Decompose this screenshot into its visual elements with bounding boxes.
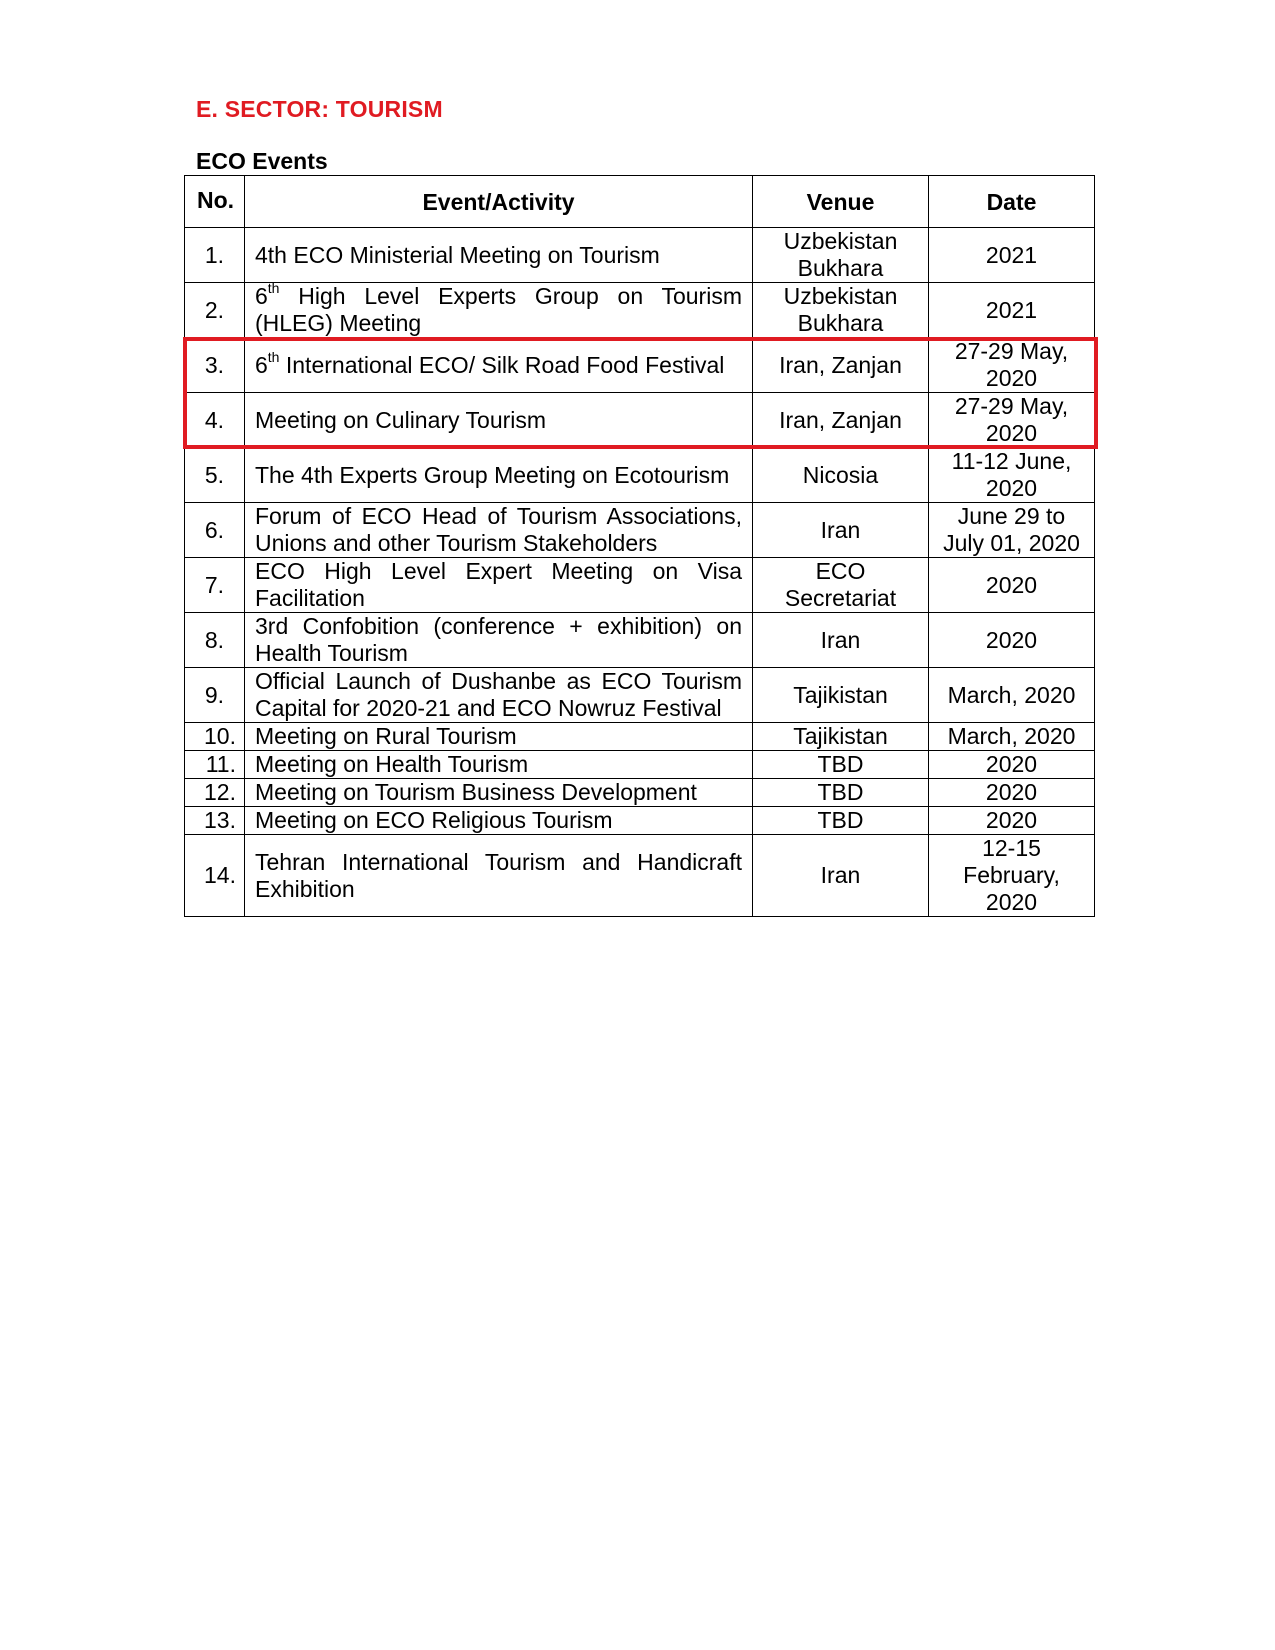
event-cell bbox=[245, 228, 753, 283]
date-line: 2020 bbox=[985, 571, 1038, 598]
event-text: Meeting on Culinary Tourism bbox=[255, 406, 547, 433]
venue-line: Nicosia bbox=[802, 461, 879, 488]
event-superscript: th bbox=[267, 348, 280, 365]
row-number: 1. bbox=[185, 228, 245, 283]
highlight-box bbox=[183, 337, 1098, 449]
event-cell bbox=[245, 448, 753, 503]
date-line: February, bbox=[963, 862, 1060, 888]
row-number: 4. bbox=[185, 393, 245, 448]
venue-cell bbox=[753, 779, 929, 807]
venue-line: Iran, Zanjan bbox=[779, 406, 902, 433]
event-prefix: 6 bbox=[255, 283, 268, 309]
venue-cell bbox=[753, 807, 929, 835]
event-cell bbox=[245, 613, 753, 668]
date-line: 11-12 June, bbox=[951, 448, 1072, 474]
venue-cell bbox=[753, 613, 929, 668]
event-cell bbox=[245, 779, 753, 807]
venue-cell bbox=[753, 503, 929, 558]
venue-cell bbox=[753, 558, 929, 613]
date-cell bbox=[929, 751, 1095, 779]
event-text: Meeting on Rural Tourism bbox=[255, 723, 517, 749]
date-line: 27-29 May, bbox=[954, 338, 1069, 364]
date-cell bbox=[929, 723, 1095, 751]
table-row bbox=[185, 835, 1095, 917]
event-text: High Level Experts Group on Tourism (HLEG) Meeting bbox=[255, 283, 742, 336]
event-cell bbox=[245, 723, 753, 751]
header-date: Date bbox=[929, 176, 1095, 228]
table-row bbox=[185, 283, 1095, 338]
table-row bbox=[185, 558, 1095, 613]
sector-title: E. SECTOR: TOURISM bbox=[196, 96, 443, 122]
row-number: 14. bbox=[185, 835, 245, 917]
date-line: 2020 bbox=[985, 420, 1038, 446]
venue-line: Iran, Zanjan bbox=[779, 351, 902, 378]
event-cell bbox=[245, 503, 753, 558]
date-line: March, 2020 bbox=[947, 681, 1076, 708]
venue-line: ECO bbox=[815, 558, 866, 584]
event-text: ECO High Level Expert Meeting on Visa Facilitation bbox=[255, 558, 742, 611]
table-header-row bbox=[185, 176, 1095, 228]
date-line: 2020 bbox=[985, 475, 1038, 501]
event-text: The 4th Experts Group Meeting on Ecotourism bbox=[255, 461, 730, 488]
table-row bbox=[185, 779, 1095, 807]
date-line: 12-15 bbox=[982, 835, 1041, 861]
table-row bbox=[185, 613, 1095, 668]
event-cell bbox=[245, 807, 753, 835]
venue-cell bbox=[753, 751, 929, 779]
date-cell bbox=[929, 668, 1095, 723]
date-line: 2020 bbox=[985, 807, 1038, 833]
table-row bbox=[185, 807, 1095, 835]
date-line: July 01, 2020 bbox=[943, 530, 1080, 556]
header-event: Event/Activity bbox=[245, 176, 753, 228]
event-cell bbox=[245, 668, 753, 723]
date-line: 2020 bbox=[985, 751, 1038, 777]
table-caption: ECO Events bbox=[196, 148, 328, 174]
event-text: Meeting on Tourism Business Development bbox=[255, 779, 697, 805]
venue-line: TBD bbox=[817, 807, 864, 833]
date-cell bbox=[929, 558, 1095, 613]
table-row bbox=[185, 228, 1095, 283]
venue-line: Tajikistan bbox=[793, 681, 888, 708]
venue-cell bbox=[753, 668, 929, 723]
event-superscript: th bbox=[267, 280, 280, 297]
date-line: 2020 bbox=[985, 779, 1038, 805]
table-row bbox=[185, 723, 1095, 751]
date-cell bbox=[929, 228, 1095, 283]
row-number: 8. bbox=[185, 613, 245, 668]
event-cell bbox=[245, 280, 753, 338]
venue-line: Uzbekistan bbox=[783, 228, 898, 254]
date-line: June 29 to bbox=[957, 503, 1066, 529]
event-prefix: 6 bbox=[255, 351, 268, 378]
date-line: 2021 bbox=[985, 241, 1038, 268]
event-cell bbox=[245, 835, 753, 917]
venue-line: Bukhara bbox=[797, 310, 884, 336]
row-number: 7. bbox=[185, 558, 245, 613]
date-cell bbox=[929, 503, 1095, 558]
event-text: Forum of ECO Head of Tourism Associations, Unions and other Tourism Stakeholders bbox=[255, 503, 742, 556]
table-row bbox=[185, 503, 1095, 558]
header-no: No. bbox=[185, 176, 245, 228]
header-venue: Venue bbox=[753, 176, 929, 228]
row-number: 10. bbox=[185, 723, 245, 751]
row-number: 2. bbox=[185, 283, 245, 338]
table-row bbox=[185, 668, 1095, 723]
row-number: 6. bbox=[185, 503, 245, 558]
date-cell bbox=[929, 448, 1095, 503]
date-line: 2020 bbox=[985, 889, 1038, 915]
row-number: 9. bbox=[185, 668, 245, 723]
venue-cell bbox=[753, 835, 929, 917]
row-number: 5. bbox=[185, 448, 245, 503]
row-number: 13. bbox=[185, 807, 245, 835]
event-cell bbox=[245, 558, 753, 613]
event-text: Meeting on Health Tourism bbox=[255, 751, 529, 777]
venue-line: Tajikistan bbox=[793, 723, 888, 749]
date-cell bbox=[929, 283, 1095, 338]
event-cell bbox=[245, 751, 753, 779]
date-line: 2020 bbox=[985, 365, 1038, 391]
table-row bbox=[185, 448, 1095, 503]
venue-cell bbox=[753, 723, 929, 751]
date-line: 27-29 May, bbox=[954, 393, 1069, 419]
events-table bbox=[184, 175, 1095, 917]
event-text: International ECO/ Silk Road Food Festival bbox=[279, 351, 725, 378]
row-number: 12. bbox=[185, 779, 245, 807]
date-line: 2021 bbox=[985, 296, 1038, 323]
date-line: 2020 bbox=[985, 626, 1038, 653]
event-text: 4th ECO Ministerial Meeting on Tourism bbox=[255, 241, 660, 268]
event-text: 3rd Confobition (conference + exhibition) on Health Tourism bbox=[255, 613, 742, 666]
venue-line: TBD bbox=[817, 779, 864, 805]
row-number: 11. bbox=[185, 751, 245, 779]
date-cell bbox=[929, 807, 1095, 835]
venue-line: TBD bbox=[817, 751, 864, 777]
date-cell bbox=[929, 835, 1095, 917]
event-text: Tehran International Tourism and Handicraft Exhibition bbox=[255, 848, 742, 902]
venue-line: Bukhara bbox=[797, 255, 884, 281]
venue-cell bbox=[753, 283, 929, 338]
date-cell bbox=[929, 613, 1095, 668]
venue-line: Uzbekistan bbox=[783, 283, 898, 309]
venue-cell bbox=[753, 448, 929, 503]
table-row bbox=[185, 751, 1095, 779]
date-cell bbox=[929, 779, 1095, 807]
event-text: Meeting on ECO Religious Tourism bbox=[255, 807, 613, 833]
event-text: Official Launch of Dushanbe as ECO Tourism Capital for 2020-21 and ECO Nowruz Festival bbox=[255, 668, 742, 721]
venue-line: Iran bbox=[820, 626, 861, 653]
row-number: 3. bbox=[185, 338, 245, 393]
venue-line: Iran bbox=[820, 516, 861, 543]
date-line: March, 2020 bbox=[947, 723, 1076, 749]
venue-cell bbox=[753, 228, 929, 283]
venue-line: Iran bbox=[820, 862, 861, 888]
venue-line: Secretariat bbox=[784, 585, 897, 611]
